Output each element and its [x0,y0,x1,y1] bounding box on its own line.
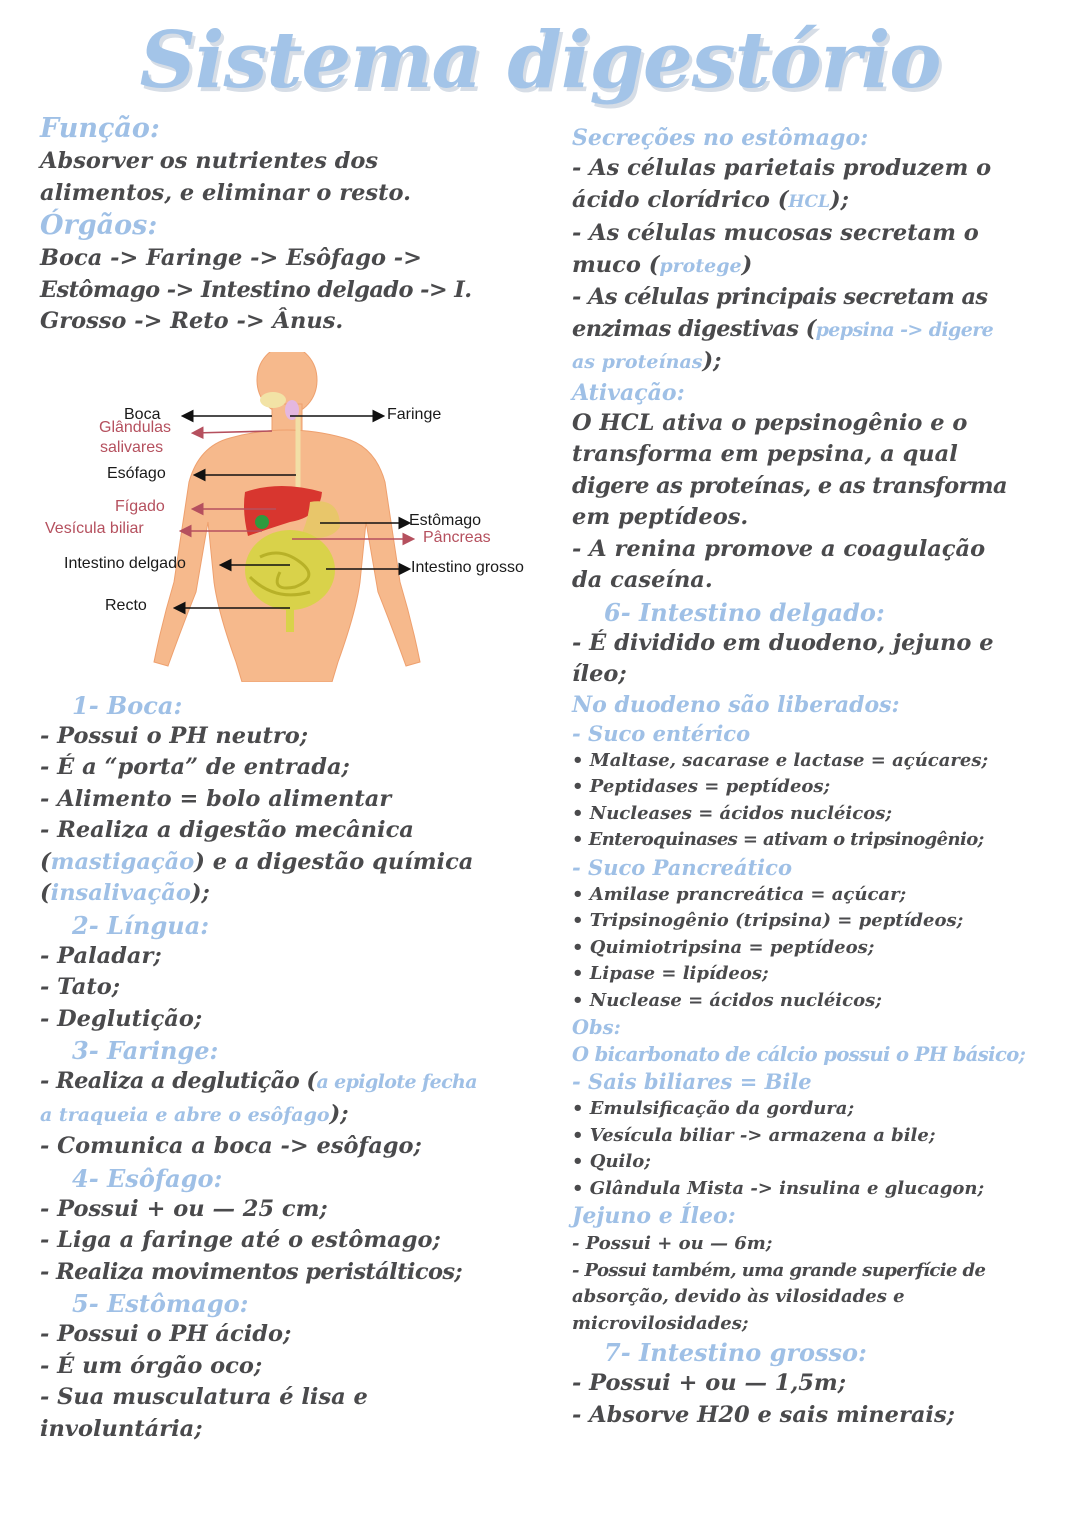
boca-line [40,847,540,879]
faringe-line: - Comunica a boca -> esôfago; [40,1133,422,1159]
intestino-grosso-line: - Possui + ou — 1,5m; [572,1370,847,1396]
text: ); [702,348,722,374]
highlight-epiglote: a epiglote fecha [316,1071,477,1093]
boca-line: - É a “porta” de entrada; [40,754,350,780]
list-item: • Quilo; [572,1151,651,1172]
text: ) [741,251,753,278]
highlight-insalivacao: insalivação [50,880,191,906]
list-item: • Glândula Mista -> insulina e glucagon; [572,1177,985,1199]
heading-esofago: 4- Esôfago: [72,1163,223,1193]
ativacao-line: em peptídeos. [572,504,749,530]
secrecoes-line: - As células principais secretam as [572,284,988,310]
lingua-line: - Tato; [40,974,121,1000]
list-item: • Tripsinogênio (tripsina) = peptídeos; [572,910,964,931]
secrecoes-line [572,185,1052,219]
label-vesicula-biliar: Vesícula biliar [45,519,144,537]
heading-boca: 1- Boca: [72,690,183,720]
text: ); [829,186,849,213]
list-item: • Peptidases = peptídeos; [572,776,831,797]
text: - Realiza a deglutição ( [40,1068,317,1094]
ativacao-line: O HCL ativa o pepsinogênio e o [572,409,968,436]
secrecoes-line [572,250,1052,283]
list-item: • Nucleases = ácidos nucléicos; [572,802,893,824]
lingua-line: - Paladar; [40,942,162,969]
jejuno-line: microvilosidades; [572,1312,749,1334]
suco-pancreatico-label: - Suco Pancreático [572,854,792,880]
secrecoes-line [572,314,1052,347]
text: muco ( [572,251,660,278]
secrecoes-line: - As células mucosas secretam o [572,220,979,246]
orgaos-line: Estômago -> Intestino delgado -> I. [40,276,472,303]
highlight-proteinas: as proteínas [572,351,703,373]
heading-estomago: 5- Estômago: [72,1289,249,1318]
heading-orgaos: Órgãos: [40,210,158,241]
list-item: • Quimiotripsina = peptídeos; [572,936,875,958]
jejuno-line: absorção, devido às vilosidades e [572,1286,905,1307]
ativacao-line: transforma em pepsina, a qual [572,441,958,467]
orgaos-line: Grosso -> Reto -> Ânus. [40,308,344,334]
boca-line: - Realiza a digestão mecânica [40,817,414,843]
jejuno-line: - Possui também, uma grande superfície de [572,1259,986,1281]
suco-enterico-label: - Suco entérico [572,720,751,746]
highlight-hcl: HCL [788,191,830,212]
highlight-mastigacao: mastigação [50,848,195,875]
label-recto: Recto [105,596,147,614]
digestive-system-diagram [40,352,540,682]
label-esofago: Esófago [107,464,166,482]
boca-line: - Alimento = bolo alimentar [40,785,392,812]
jejuno-line: - Possui + ou — 6m; [572,1233,773,1254]
lingua-line: - Deglutição; [40,1005,203,1032]
heading-intestino-delgado: 6- Intestino delgado: [604,597,885,627]
ativacao-line: - A renina promove a coagulação [572,535,986,562]
heading-lingua: 2- Língua: [72,910,210,940]
text: ) e a digestão química [194,848,474,875]
label-salivares: salivares [100,438,164,456]
estomago-line: - Sua musculatura é lisa e [40,1384,368,1410]
obs-label: Obs: [572,1016,621,1039]
left-column [40,112,540,1445]
ativacao-line: digere as proteínas, e as transforma [572,472,1007,499]
estomago-line: involuntária; [40,1415,203,1442]
boca-line: - Possui o PH neutro; [40,722,309,749]
label-boca: Boca [124,405,161,423]
ativacao-line: da caseína. [572,567,713,593]
list-item: • Emulsificação da gordura; [572,1098,855,1119]
label-intestino-grosso: Intestino grosso [411,558,524,576]
esofago-line: - Realiza movimentos peristálticos; [40,1258,463,1285]
intestino-grosso-line: - Absorve H20 e sais minerais; [572,1401,955,1428]
heading-secrecoes: Secreções no estômago: [572,125,869,151]
heading-jejuno-ileo: Jejuno e Íleo: [572,1203,736,1229]
funcao-line: Absorver os nutrientes dos [40,148,379,174]
boca-line [40,878,540,910]
esofago-line: - Liga a faringe até o estômago; [40,1227,441,1253]
label-pancreas: Pâncreas [423,528,491,546]
heading-intestino-grosso: 7- Intestino grosso: [604,1338,867,1367]
sais-biliares-label: - Sais biliares = Bile [572,1069,812,1094]
label-figado: Fígado [115,497,165,515]
heading-duodeno: No duodeno são liberados: [572,691,900,718]
orgaos-line: Boca -> Faringe -> Esôfago -> [40,245,422,271]
obs-text: O bicarbonato de cálcio possui o PH básico; [572,1043,1026,1066]
intestino-delgado-line: - É dividido em duodeno, jejuno e [572,629,994,656]
text: ); [329,1100,349,1127]
list-item: • Nuclease = ácidos nucléicos; [572,989,882,1011]
list-item: • Lipase = lipídeos; [572,963,769,984]
secrecoes-line [572,346,1052,379]
text: ); [190,880,210,906]
faringe-line [40,1066,540,1099]
highlight-protege: protege [659,254,742,277]
heading-faringe: 3- Faringe: [72,1036,219,1065]
label-estomago: Estômago [409,511,482,529]
page-title: Sistema digestório [139,15,941,106]
label-intestino-delgado: Intestino delgado [64,554,186,572]
label-faringe: Faringe [387,405,442,423]
list-item: • Enteroquinases = ativam o tripsinogênio; [572,829,984,850]
highlight-pepsina: pepsina -> digere [815,318,994,341]
label-glandulas: Glândulas [99,418,172,436]
intestino-delgado-line: íleo; [572,661,627,687]
highlight-traqueia: a traqueia e abre o esôfago [40,1103,330,1126]
secrecoes-line: - As células parietais produzem o [572,155,992,181]
list-item: • Amilase prancreática = açúcar; [572,883,907,905]
list-item: • Maltase, sacarase e lactase = açúcares; [572,749,989,771]
funcao-line: alimentos, e eliminar o resto. [40,179,411,206]
text: enzimas digestivas ( [572,315,816,342]
faringe-line [40,1099,540,1132]
paren: ( [40,848,51,875]
right-column [572,124,1052,1431]
esofago-line: - Possui + ou — 25 cm; [40,1195,328,1222]
heading-funcao: Função: [40,113,160,144]
heading-ativacao: Ativação: [572,379,685,406]
estomago-line: - Possui o PH ácido; [40,1321,292,1347]
list-item: • Vesícula biliar -> armazena a bile; [572,1124,936,1146]
estomago-line: - É um órgão oco; [40,1352,263,1379]
text: ácido clorídrico ( [572,186,789,213]
paren: ( [40,880,51,906]
